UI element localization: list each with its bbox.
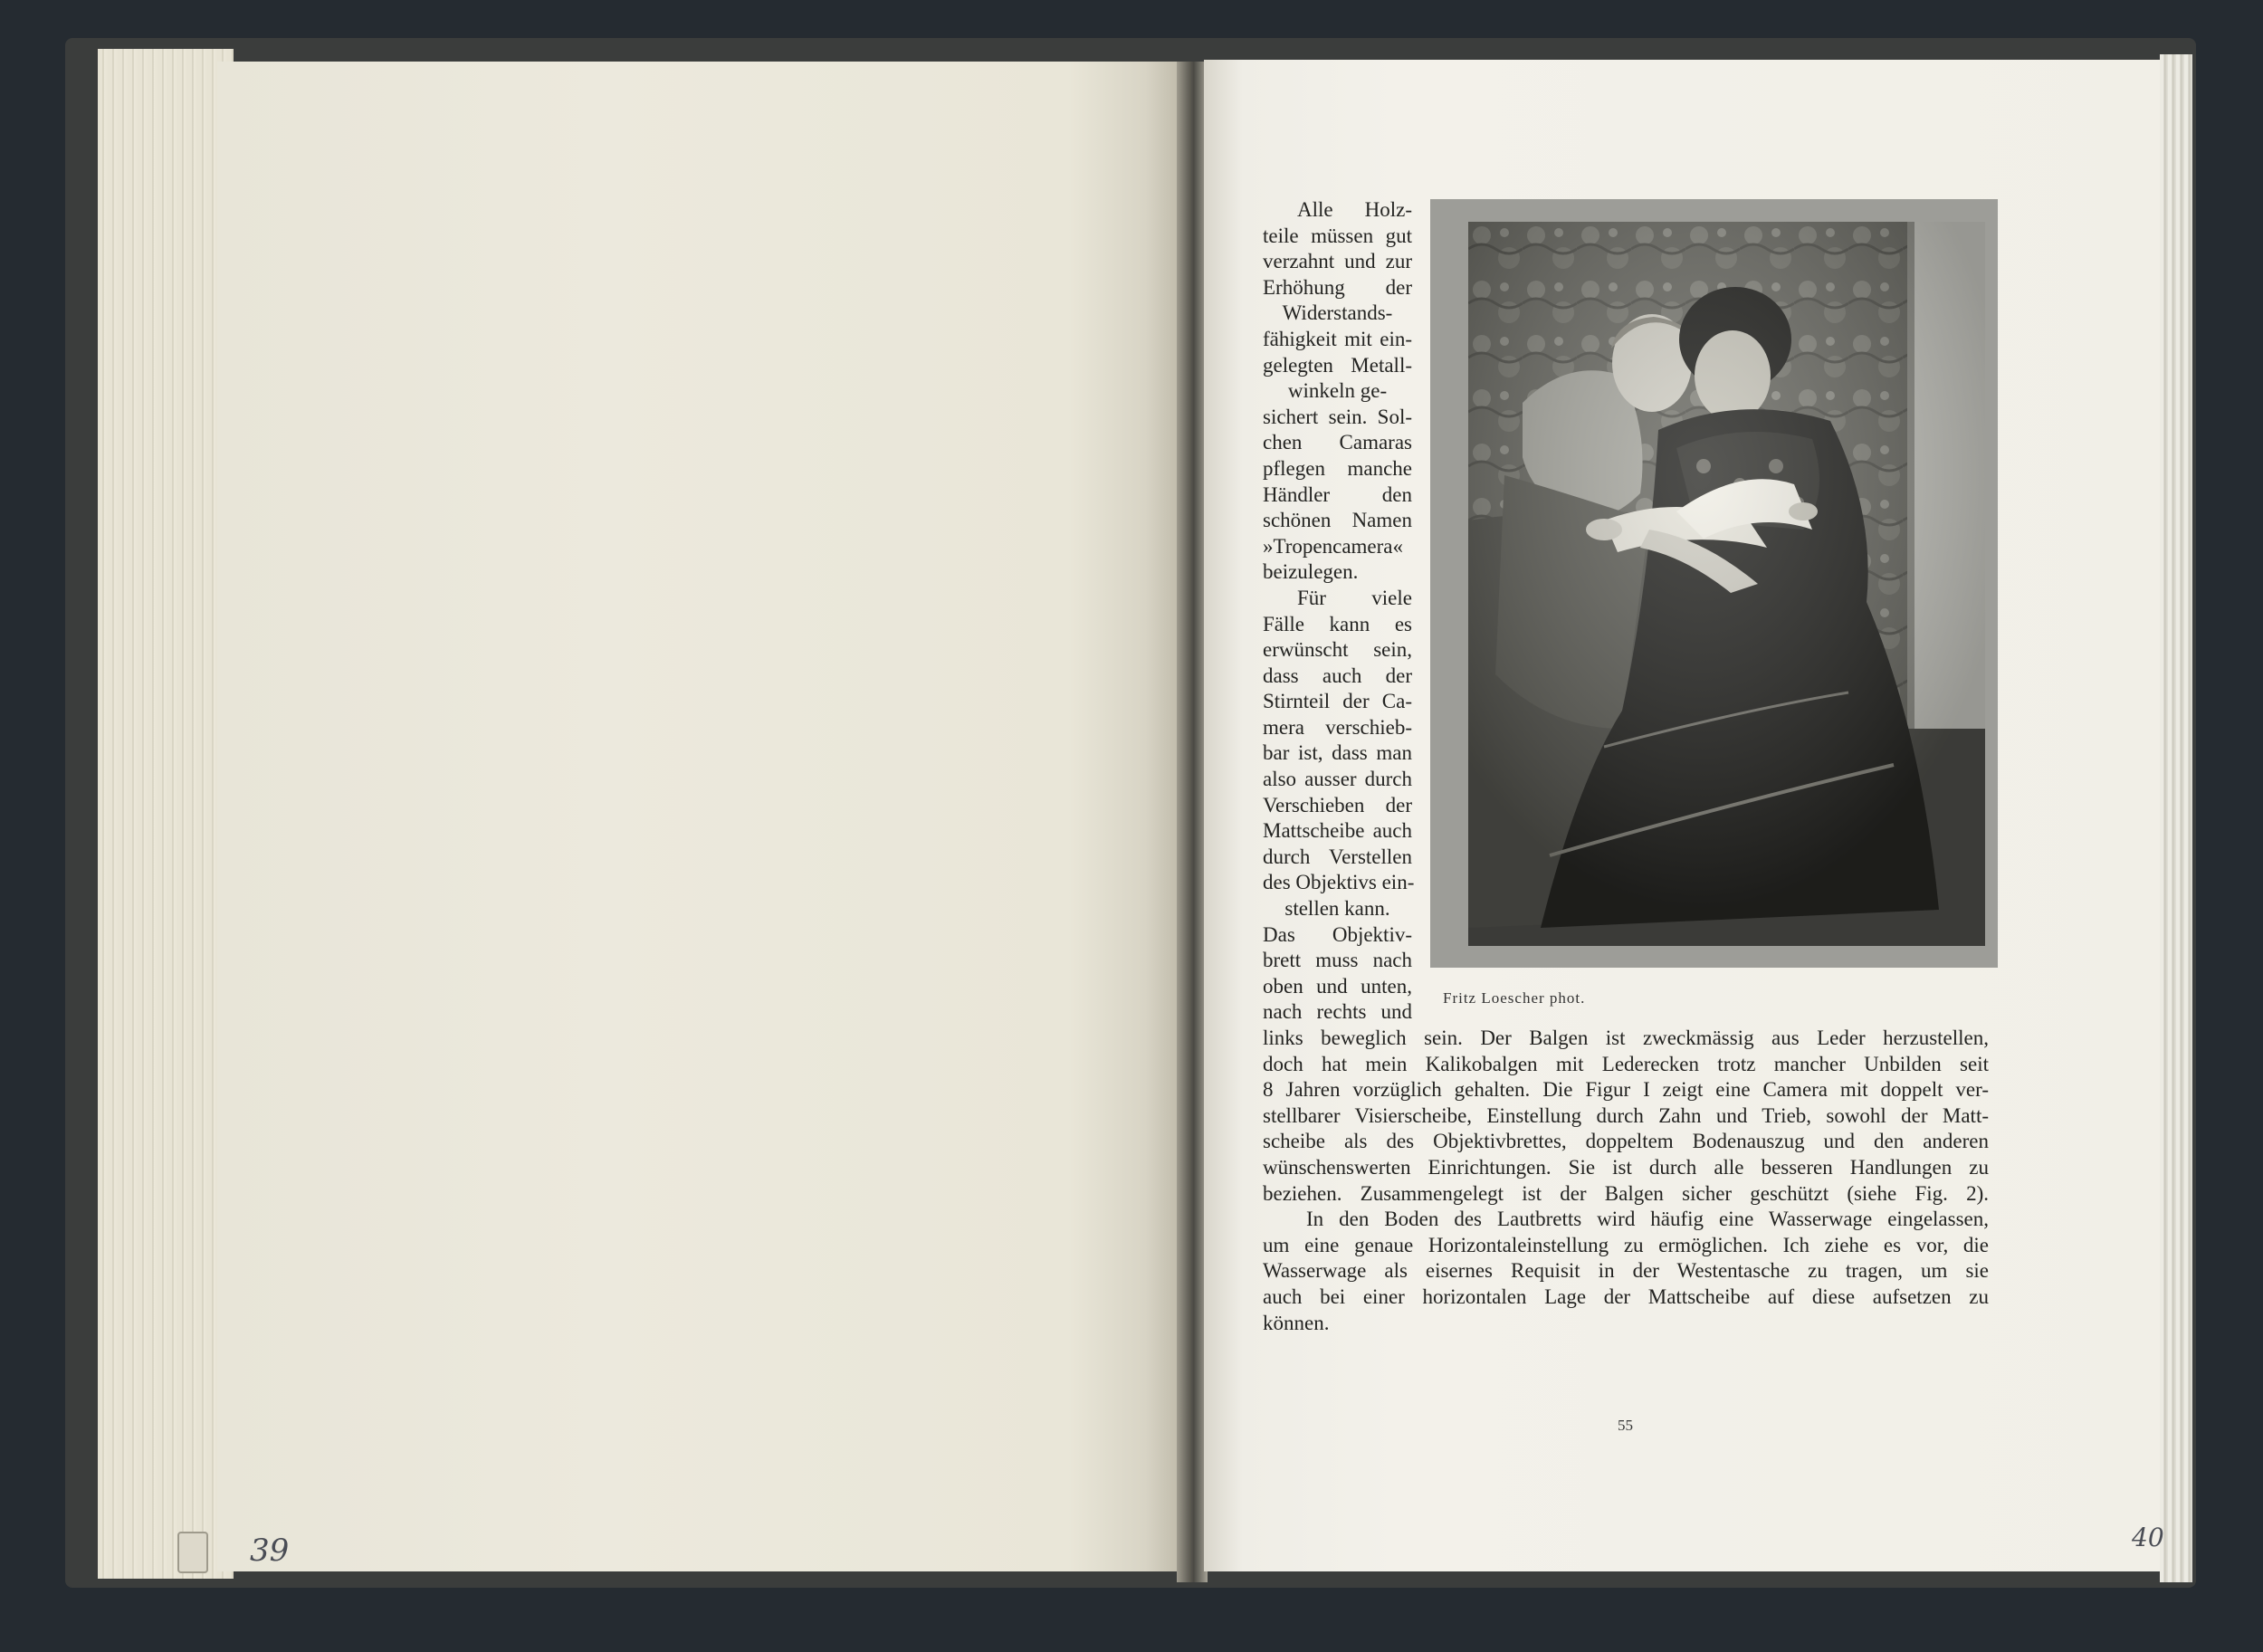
text-line: Stirnteil der Ca- — [1263, 690, 1412, 713]
text-line: um eine genaue Horizontaleinstellung zu ermöglichen. Ich ziehe es vor, die — [1263, 1233, 1989, 1256]
text-line: beizulegen. — [1263, 560, 1359, 584]
text-line: Widerstands- — [1282, 301, 1393, 325]
text-line: pflegen manche — [1263, 456, 1412, 480]
page-tab — [177, 1532, 208, 1573]
text-line: sichert sein. Sol- — [1263, 405, 1412, 428]
text-line: verzahnt und zur — [1263, 250, 1412, 273]
book-gutter — [1177, 62, 1208, 1582]
text-line: brett muss nach — [1263, 949, 1412, 972]
text-line: Mattscheibe auch — [1263, 819, 1412, 843]
right-handwritten-number: 40 — [2132, 1523, 2164, 1552]
left-page — [217, 62, 1184, 1571]
photo-caption: Fritz Loescher phot. — [1443, 989, 1586, 1007]
text-line: chen Camaras — [1263, 431, 1412, 454]
text-line: auch bei einer horizontalen Lage der Mattscheibe auf diese aufsetzen zu — [1263, 1284, 1989, 1308]
left-handwritten-number: 39 — [250, 1533, 290, 1569]
text-line: bar ist, dass man — [1263, 741, 1412, 765]
text-line: erwünscht sein, — [1263, 638, 1412, 662]
text-line: mera verschieb- — [1263, 715, 1412, 739]
text-line: beziehen. Zusammengelegt ist der Balgen sicher geschützt (siehe Fig. 2). — [1263, 1181, 1989, 1205]
left-page-stack — [98, 49, 234, 1579]
text-line: wünschenswerten Einrichtungen. Sie ist durch alle besseren Handlungen zu — [1263, 1155, 1989, 1179]
text-line: Erhöhung der — [1263, 275, 1412, 299]
text-line: Verschieben der — [1263, 793, 1412, 816]
text-line: stellen kann. — [1284, 897, 1390, 921]
text-line: doch hat mein Kalikobalgen mit Lederecken trotz mancher Unbilden seit — [1263, 1052, 1989, 1075]
text-line: Händler den — [1263, 482, 1412, 506]
text-line: stellbarer Visierscheibe, Einstellung durch Zahn und Trieb, sowohl der Matt- — [1263, 1103, 1989, 1127]
text-line: »Tropencamera« — [1263, 534, 1403, 558]
photograph — [1468, 222, 1985, 946]
text-line: dass auch der — [1263, 664, 1412, 687]
text-line: Für viele — [1297, 586, 1412, 609]
text-line: des Objektivs ein- — [1263, 871, 1415, 894]
text-line: können. — [1263, 1311, 1330, 1334]
text-line: In den Boden des Lautbretts wird häufig eine Wasserwage eingelassen, — [1306, 1208, 1989, 1231]
text-line: gelegten Metall- — [1263, 353, 1412, 377]
text-line: Alle Holz- — [1297, 198, 1412, 221]
text-line: teile müssen gut — [1263, 224, 1412, 247]
text-line: 8 Jahren vorzüglich gehalten. Die Figur I zeigt eine Camera mit doppelt ver- — [1263, 1078, 1989, 1102]
photograph-illustration — [1468, 222, 1985, 946]
text-line: winkeln ge- — [1287, 379, 1388, 403]
text-line: nach rechts und — [1263, 1000, 1412, 1024]
text-line: schönen Namen — [1263, 509, 1412, 532]
right-page-stack — [2160, 54, 2192, 1582]
text-line: Fälle kann es — [1263, 612, 1412, 635]
text-line: also ausser durch — [1263, 768, 1412, 791]
text-line: durch Verstellen — [1263, 845, 1412, 868]
text-line: Das Objektiv- — [1263, 922, 1412, 946]
text-line: Wasserwage als eisernes Requisit in der Westentasche zu tragen, um sie — [1263, 1259, 1989, 1283]
body-text — [1263, 1026, 1989, 1336]
text-line: links beweglich sein. Der Balgen ist zweckmässig aus Leder herzustellen, — [1263, 1027, 1989, 1049]
side-column-text — [1263, 197, 1415, 1026]
page-number: 55 — [1618, 1417, 1633, 1434]
text-line: oben und unten, — [1263, 974, 1412, 998]
text-line: scheibe als des Objektivbrettes, doppeltem Bodenauszug und den anderen — [1263, 1130, 1989, 1153]
text-line: fähigkeit mit ein- — [1263, 327, 1412, 350]
